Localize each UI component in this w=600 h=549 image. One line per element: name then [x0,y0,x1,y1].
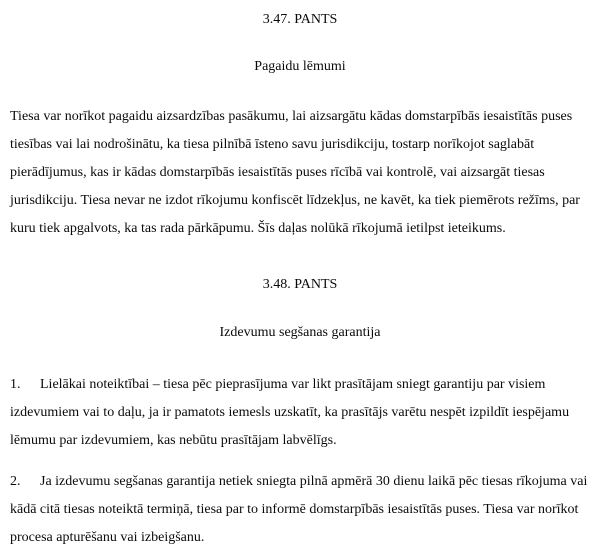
paragraph-text: Ja izdevumu segšanas garantija netiek sniegta pilnā apmērā 30 dienu laikā pēc tiesas rīkojuma vai kādā citā tiesas noteiktā termiņā, tiesa par to informē domstarpībās iesaistītās puses. Tiesa var norīkot procesa apturēšanu vai izbeigšanu. [10,474,588,545]
section-pants-347 [10,6,590,243]
article-paragraph: Tiesa var norīkot pagaidu aizsardzības pasākumu, lai aizsargātu kādas domstarpībās iesaistītās puses tiesības vai lai nodrošinātu, ka tiesa pilnībā īsteno savu jurisdikciju, tostarp norīkojot saglabāt pierādījumus, kas ir kādas domstarpībās iesaistītās puses rīcībā vai kontrolē, vai aizsargāt tiesas jurisdikciju. Tiesa nevar ne izdot rīkojumu konfiscēt līdzekļus, ne kavēt, ka tiek piemērots režīms, par kuru tiek apgalvots, ka tas rada pārkāpumu. Šīs daļas nolūkā rīkojumā ietilpst ieteikums. [10,109,580,236]
article-subheading: Pagaidu lēmumi [254,59,346,74]
paragraph-number: 1. [10,377,21,392]
paragraph-text: Lielākai noteiktībai – tiesa pēc pieprasījuma var likt prasītājam sniegt garantiju par visiem izdevumiem vai to daļu, ja ir pamatots iemesls uzskatīt, ka prasītājs varētu nespēt izpildīt iespējamu lēmumu par izdevumiem, kas nebūtu prasītājam labvēlīgs. [10,377,570,448]
section-pants-348 [10,271,590,549]
article-heading: 3.48. PANTS [262,277,338,292]
numbered-paragraph [10,371,590,455]
paragraph-number: 2. [10,474,21,489]
numbered-paragraph [10,468,590,549]
article-subheading: Izdevumu segšanas garantija [219,325,381,340]
article-heading: 3.47. PANTS [262,12,338,27]
